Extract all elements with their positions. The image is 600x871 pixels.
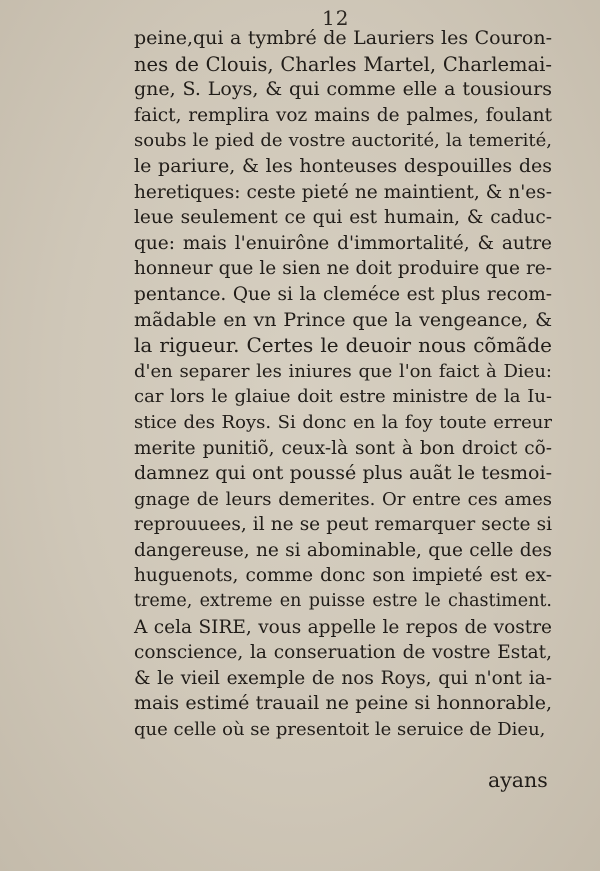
text-line: faict, remplira voz mains de palmes, foulant [134,104,552,126]
page-number: 12 [322,6,350,30]
text-line: soubs le pied de vostre auctorité, la temerité, [134,130,552,152]
text-line: A cela SIRE, vous appelle le repos de vostre [134,616,552,638]
text-block [134,26,552,743]
text-line: car lors le glaiue doit estre ministre de la Iu- [134,386,552,408]
text-line: treme, extreme en puisse estre le chastiment. [134,591,552,612]
text-line: heretiques: ceste pieté ne maintient, & n'es- [134,181,552,203]
text-line: honneur que le sien ne doit produire que re- [134,258,552,280]
text-line: la rigueur. Certes le deuoir nous cõmãde [134,333,552,358]
text-line: reprouuees, il ne se peut remarquer secte si [134,514,552,536]
text-line: stice des Roys. Si donc en la foy toute erreur [134,411,552,433]
text-line: que celle où se presentoit le seruice de Dieu, [134,719,546,741]
text-line: nes de Clouis, Charles Martel, Charlemai- [134,52,552,76]
text-line: gnage de leurs demerites. Or entre ces ames [134,488,552,510]
text-line: & le vieil exemple de nos Roys, qui n'ont ia- [134,667,552,689]
text-line: merite punitiõ, ceux-là sont à bon droict cõ- [134,437,552,459]
text-line: gne, S. Loys, & qui comme elle a tousiours [134,78,552,101]
text-line: pentance. Que si la cleméce est plus recom- [134,283,552,305]
text-line: d'en separer les iniures que l'on faict à Dieu: [134,360,552,382]
text-line: conscience, la conseruation de vostre Estat, [134,642,552,664]
text-line: dangereuse, ne si abominable, que celle des [134,539,552,561]
text-line: damnez qui ont poussé plus auãt le tesmoi- [134,462,552,485]
text-line: le pariure, & les honteuses despouilles des [134,154,552,177]
text-line: que: mais l'enuirône d'immortalité, & autre [134,232,552,254]
text-line: leue seulement ce qui est humain, & caduc- [134,207,552,229]
text-line: mais estimé trauail ne peine si honnorable, [134,692,552,715]
text-line: peine,qui a tymbré de Lauriers les Couron- [134,27,552,49]
text-line: mãdable en vn Prince que la vengeance, & [134,308,552,331]
catchword: ayans [488,768,548,792]
text-line: huguenots, comme donc son impieté est ex- [134,565,552,587]
